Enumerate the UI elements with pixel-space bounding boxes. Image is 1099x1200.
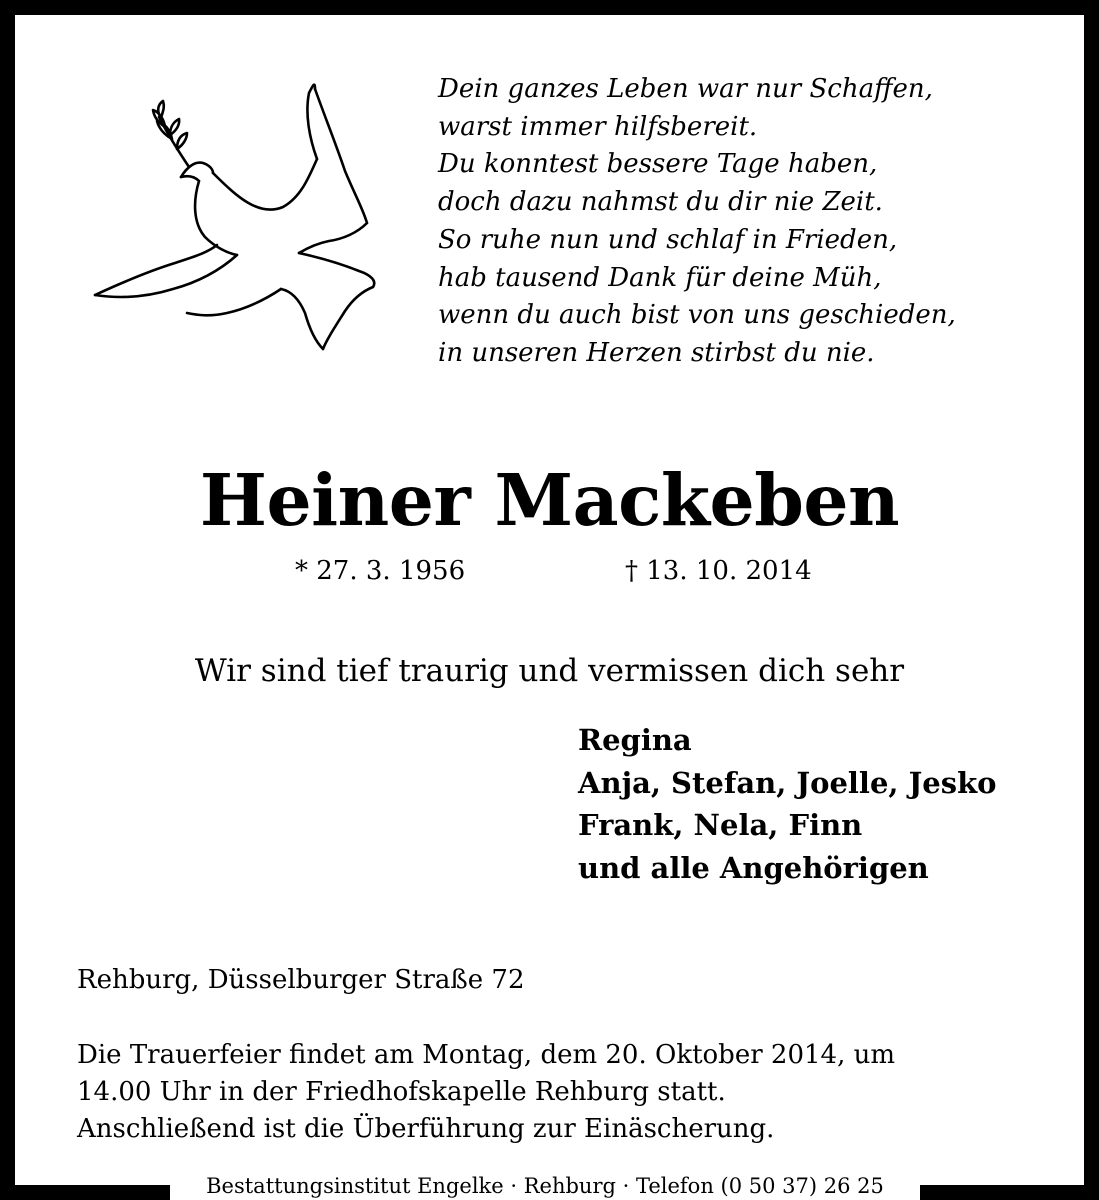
dove-with-olive-branch-icon [77, 77, 377, 357]
footer-rule [0, 1185, 170, 1200]
poem-line: doch dazu nahmst du dir nie Zeit. [438, 187, 883, 218]
mourner-line: Anja, Stefan, Joelle, Jesko [578, 765, 997, 800]
poem [438, 71, 956, 373]
poem-line: So ruhe nun und schlaf in Frieden, [438, 224, 898, 255]
mourner-line: Regina [578, 723, 692, 757]
deceased-name: Heiner Mackeben [199, 458, 900, 542]
poem-line: wenn du auch bist von uns geschieden, [438, 300, 956, 331]
service-details [77, 1037, 895, 1148]
service-line: 14.00 Uhr in der Friedhofskapelle Rehburg statt. [77, 1077, 726, 1107]
family-address: Rehburg, Düsselburger Straße 72 [77, 965, 525, 995]
mourner-line: und alle Angehörigen [578, 851, 929, 886]
footer-rule [920, 1185, 1099, 1200]
mourners-list [578, 719, 997, 890]
mourner-line: Frank, Nela, Finn [578, 808, 863, 843]
service-line: Die Trauerfeier findet am Montag, dem 20. Oktober 2014, um [77, 1040, 895, 1070]
poem-line: warst immer hilfsbereit. [438, 111, 758, 142]
sentiment-text: Wir sind tief traurig und vermissen dich sehr [194, 653, 905, 689]
funeral-home-footer: Bestattungsinstitut Engelke · Rehburg · Telefon (0 50 37) 26 25 [206, 1174, 884, 1198]
birth-date: * 27. 3. 1956 [295, 556, 466, 586]
poem-line: Du konntest bessere Tage haben, [438, 149, 878, 180]
death-date: † 13. 10. 2014 [625, 556, 812, 586]
poem-line: hab tausend Dank für deine Müh, [438, 262, 882, 293]
poem-line: Dein ganzes Leben war nur Schaffen, [438, 74, 933, 104]
service-line: Anschließend ist die Überführung zur Einäscherung. [77, 1114, 775, 1144]
poem-line: in unseren Herzen stirbst du nie. [438, 337, 875, 368]
